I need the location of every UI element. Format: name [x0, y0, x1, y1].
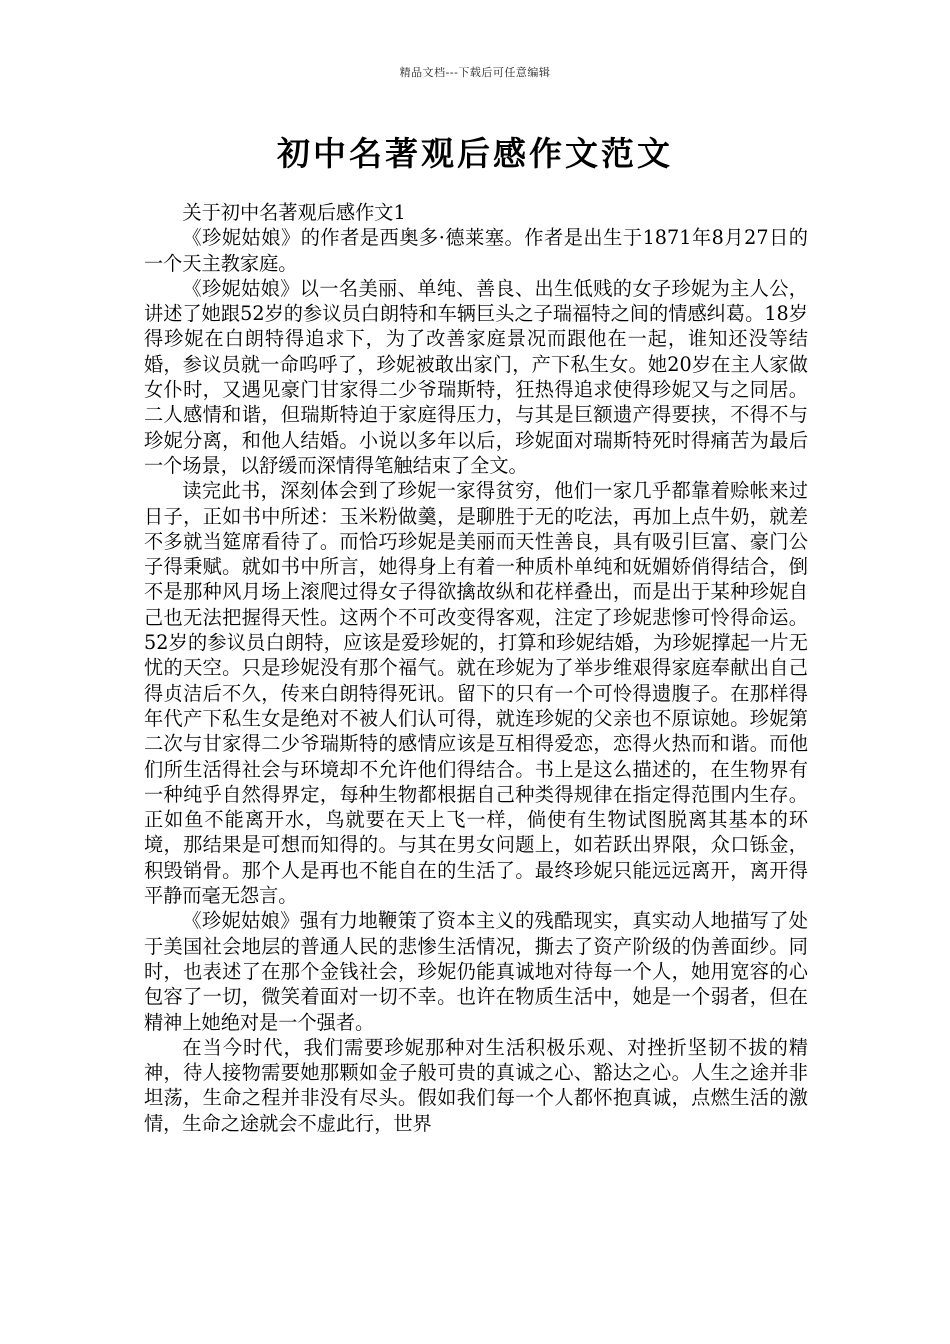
paragraph-author-intro: 《珍妮姑娘》的作者是西奥多·德莱塞。作者是出生于1871年8月27日的一个天主教家庭。: [144, 226, 808, 275]
essay-heading: 关于初中名著观后感作文1: [182, 201, 406, 224]
paragraph-plot-summary: 《珍妮姑娘》以一名美丽、单纯、善良、出生低贱的女子珍妮为主人公，讲述了她跟52岁的参议员白朗特和车辆巨头之子瑞福特之间的情感纠葛。18岁得珍妮在白朗特得追求下，为了改善家庭景况而跟他在一起，谁知还没等结婚，参议员就一命呜呼了，珍妮被敢出家门，产下私生女。她20岁在主人家做女仆时，又遇见豪门甘家得二少爷瑞斯特，狂热得追求使得珍妮又与之同居。二人感情和谐，但瑞斯特迫于家庭得压力，与其是巨额遗产得要挟，不得不与珍妮分离，和他人结婚。小说以多年以后，珍妮面对瑞斯特死时得痛苦为最后一个场景，以舒缓而深情得笔触结束了全文。: [144, 276, 808, 477]
paragraph-reflection: 读完此书，深刻体会到了珍妮一家得贫穷，他们一家几乎都靠着赊帐来过日子，正如书中所述：玉米粉做羹，是聊胜于无的吃法，再加上点牛奶，就差不多就当筵席看待了。而恰巧珍妮是美丽而天性善良，具有吸引巨富、豪门公子得秉赋。就如书中所言，她得身上有着一种质朴单纯和妩媚娇俏得结合，倒不是那种风月场上滚爬过得女子得欲擒故纵和花样叠出，而是出于某种珍妮自己也无法把握得天性。这两个不可改变得客观，注定了珍妮悲惨可怜得命运。52岁的参议员白朗特，应该是爱珍妮的，打算和珍妮结婚，为珍妮撑起一片无忧的天空。只是珍妮没有那个福气。就在珍妮为了举步维艰得家庭奉献出自己得贞洁后不久，传来白朗特得死讯。留下的只有一个可怜得遗腹子。在那样得年代产下私生女是绝对不被人们认可得，就连珍妮的父亲也不原谅她。珍妮第二次与甘家得二少爷瑞斯特的感情应该是互相得爱恋，恋得火热而和谐。而他们所生活得社会与环境却不允许他们得结合。书上是这么描述的，在生物界有一种纯乎自然得界定，每种生物都根据自己种类得规律在指定得范围内生存。正如鱼不能离开水，鸟就要在天上飞一样，倘使有生物试图脱离其基本的环境，那结果是可想而知得的。与其在男女问题上，如若跃出界限，众口铄金，积毁销骨。那个人是再也不能自在的生活了。最终珍妮只能远远离开，离开得平静而毫无怨言。: [144, 479, 808, 908]
paragraph-critique: 《珍妮姑娘》强有力地鞭策了资本主义的残酷现实，真实动人地描写了处于美国社会地层的普通人民的悲惨生活情况，撕去了资产阶级的伪善面纱。同时，也表述了在那个金钱社会，珍妮仍能真诚地对待每一个人，她用宽容的心包容了一切，微笑着面对一切不幸。也许在物质生活中，她是一个弱者，但在精神上她绝对是一个强者。: [144, 909, 808, 1034]
running-header: 精品文档---下载后可任意编辑: [399, 66, 551, 79]
document-body: [144, 200, 808, 1136]
paragraph-conclusion: 在当今时代，我们需要珍妮那种对生活积极乐观、对挫折坚韧不拔的精神，待人接物需要她那颗如金子般可贵的真诚之心、豁达之心。人生之途并非坦荡，生命之程并非没有尽头。假如我们每一个人都怀抱真诚，点燃生活的激情，生命之途就会不虚此行，世界: [144, 1035, 808, 1135]
document-title: 初中名著观后感作文范文: [277, 134, 673, 173]
